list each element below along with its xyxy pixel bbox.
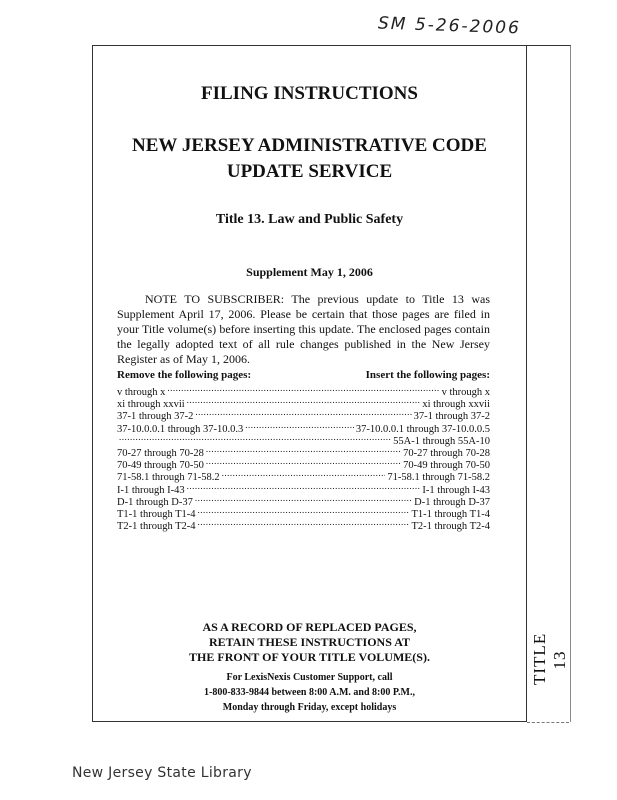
remove-header: Remove the following pages: bbox=[117, 369, 252, 381]
title-reference: Title 13. Law and Public Safety bbox=[215, 212, 404, 227]
supplement-date: Supplement May 1, 2006 bbox=[246, 265, 373, 279]
page-list-rows bbox=[117, 383, 490, 533]
insert-pages: I-1 through I-43 bbox=[422, 484, 490, 496]
insert-pages: D-1 through D-37 bbox=[414, 496, 490, 508]
page-title: FILING INSTRUCTIONS bbox=[201, 83, 418, 104]
remove-pages: D-1 through D-37 bbox=[117, 496, 193, 508]
code-title-line1: NEW JERSEY ADMINISTRATIVE CODE bbox=[132, 135, 487, 156]
leader-dots bbox=[222, 468, 386, 480]
page-list bbox=[117, 369, 490, 533]
remove-pages: v through x bbox=[117, 387, 166, 398]
title-tab bbox=[527, 45, 571, 722]
code-title bbox=[92, 133, 527, 185]
leader-dots bbox=[187, 395, 421, 407]
insert-pages: 55A-1 through 55A-10 bbox=[393, 435, 490, 447]
leader-dots bbox=[245, 420, 354, 432]
handwritten-annotation: SM 5-26-2006 bbox=[377, 13, 522, 39]
insert-pages: 70-27 through 70-28 bbox=[403, 447, 490, 459]
leader-dots bbox=[195, 407, 411, 419]
leader-dots bbox=[206, 444, 401, 456]
insert-pages: 37-1 through 37-2 bbox=[413, 411, 490, 423]
customer-support bbox=[92, 670, 527, 715]
remove-pages: xi through xxvii bbox=[117, 399, 185, 411]
record-line3: THE FRONT OF YOUR TITLE VOLUME(S). bbox=[189, 650, 430, 664]
leader-dots bbox=[195, 493, 412, 505]
insert-pages: xi through xxvii bbox=[422, 399, 490, 411]
insert-pages: 37-10.0.0.1 through 37-10.0.0.5 bbox=[355, 423, 490, 435]
insert-header: Insert the following pages: bbox=[365, 369, 490, 381]
table-row bbox=[117, 395, 490, 411]
insert-pages: T1-1 through T1-4 bbox=[411, 508, 490, 520]
code-title-line2: UPDATE SERVICE bbox=[226, 161, 393, 182]
tab-divider bbox=[527, 722, 569, 723]
leader-dots bbox=[187, 481, 421, 493]
leader-dots bbox=[167, 383, 439, 395]
insert-pages: T2-1 through T2-4 bbox=[411, 521, 490, 533]
insert-pages: 71-58.1 through 71-58.2 bbox=[387, 472, 490, 484]
remove-pages: 37-1 through 37-2 bbox=[117, 411, 194, 423]
remove-pages: T1-1 through T1-4 bbox=[117, 508, 196, 520]
remove-pages: T2-1 through T2-4 bbox=[117, 521, 196, 533]
insert-pages: 70-49 through 70-50 bbox=[403, 460, 490, 472]
insert-pages: v through x bbox=[441, 387, 490, 398]
support-line2: 1-800-833-9844 between 8:00 A.M. and 8:00 P.M., bbox=[203, 687, 415, 698]
support-line1: For LexisNexis Customer Support, call bbox=[226, 672, 393, 683]
table-row bbox=[117, 383, 490, 398]
record-line1: AS A RECORD OF REPLACED PAGES, bbox=[202, 620, 417, 634]
remove-pages: 37-10.0.0.1 through 37-10.0.3 bbox=[117, 423, 244, 435]
record-line2: RETAIN THESE INSTRUCTIONS AT bbox=[208, 635, 411, 649]
leader-dots bbox=[119, 432, 391, 444]
leader-dots bbox=[198, 517, 410, 529]
remove-pages: I-1 through I-43 bbox=[117, 484, 185, 496]
subscriber-note: NOTE TO SUBSCRIBER: The previous update to Title 13 was Supplement April 17, 2006. Please be certain that those pages are filed in your Title volume(s) before inserting this update. The enclosed pages contain the legally adopted text of all rule changes published in the New Jersey Register as of May 1, 2006. bbox=[117, 292, 490, 366]
remove-pages: 70-27 through 70-28 bbox=[117, 447, 204, 459]
record-notice bbox=[92, 620, 527, 665]
support-line3: Monday through Friday, except holidays bbox=[222, 702, 397, 713]
page-list-header bbox=[117, 369, 490, 382]
remove-pages: 70-49 through 70-50 bbox=[117, 460, 204, 472]
library-stamp: New Jersey State Library bbox=[72, 765, 252, 781]
leader-dots bbox=[206, 456, 401, 468]
tab-label: TITLE 13 bbox=[530, 632, 569, 685]
remove-pages: 71-58.1 through 71-58.2 bbox=[117, 472, 220, 484]
leader-dots bbox=[198, 505, 410, 517]
